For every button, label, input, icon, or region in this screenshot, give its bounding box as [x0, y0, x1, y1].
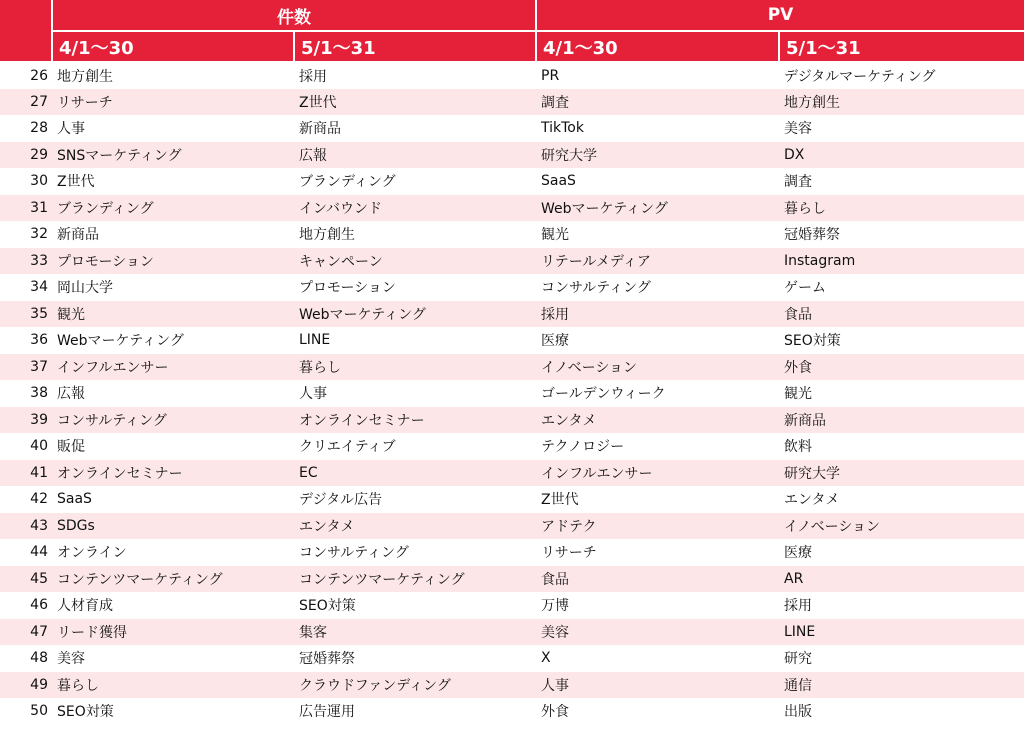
count-apr-cell: Z世代	[57, 174, 95, 191]
pv-apr-cell: 食品	[536, 566, 779, 593]
table-row	[0, 274, 1024, 301]
count-may-cell: クラウドファンディング	[294, 672, 536, 699]
count-may-cell: エンタメ	[294, 513, 536, 540]
count-apr-cell: 新商品	[57, 227, 99, 244]
header-pv-apr: 4/1～30	[536, 31, 779, 62]
table-row	[0, 619, 1024, 646]
table-row	[0, 486, 1024, 513]
pv-may-cell: Instagram	[779, 248, 1024, 275]
count-may-cell: プロモーション	[299, 280, 396, 297]
table-row	[0, 592, 1024, 619]
count-may-cell: デジタル広告	[299, 492, 383, 509]
count-apr-cell: SNSマーケティング	[52, 142, 294, 169]
pv-apr-cell: リサーチ	[541, 545, 597, 562]
rank-cell: 43	[0, 513, 52, 540]
rank-cell: 48	[30, 650, 48, 667]
pv-apr-cell: アドテク	[536, 513, 779, 540]
count-apr-cell: 販促	[57, 439, 85, 456]
table-row	[0, 460, 1024, 487]
pv-apr-cell: 採用	[536, 301, 779, 328]
rank-cell: 36	[30, 332, 48, 349]
count-apr-cell: リード獲得	[52, 619, 294, 646]
count-apr-cell: Webマーケティング	[57, 333, 184, 350]
pv-may-cell: 観光	[784, 386, 812, 403]
table-row	[0, 566, 1024, 593]
rank-cell: 45	[0, 566, 52, 593]
table-row	[0, 221, 1024, 248]
table-row	[0, 539, 1024, 566]
pv-apr-cell: PR	[541, 67, 560, 84]
rank-cell: 26	[30, 67, 48, 84]
table-row	[0, 248, 1024, 275]
rank-cell: 46	[30, 597, 48, 614]
count-apr-cell: リサーチ	[52, 89, 294, 116]
pv-apr-cell: 外食	[541, 704, 569, 721]
count-may-cell: 広告運用	[299, 704, 355, 721]
rank-cell: 41	[0, 460, 52, 487]
count-may-cell: 採用	[299, 68, 327, 85]
pv-apr-cell: 研究大学	[536, 142, 779, 169]
count-apr-cell: 観光	[52, 301, 294, 328]
rank-cell: 34	[30, 279, 48, 296]
count-may-cell: SEO対策	[299, 598, 356, 615]
rank-cell: 38	[30, 385, 48, 402]
count-may-cell: 広報	[294, 142, 536, 169]
count-apr-cell: 広報	[57, 386, 85, 403]
pv-apr-cell: 調査	[536, 89, 779, 116]
table-row	[0, 407, 1024, 434]
table-row	[0, 672, 1024, 699]
rank-cell: 44	[30, 544, 48, 561]
pv-apr-cell: リテールメディア	[536, 248, 779, 275]
pv-apr-cell: SaaS	[541, 173, 576, 190]
count-apr-cell: 人材育成	[57, 598, 113, 615]
count-may-cell: 冠婚葬祭	[299, 651, 355, 668]
count-apr-cell: 暮らし	[52, 672, 294, 699]
count-apr-cell: 岡山大学	[57, 280, 113, 297]
rank-cell: 35	[0, 301, 52, 328]
count-apr-cell: SaaS	[57, 491, 92, 508]
rank-cell: 32	[30, 226, 48, 243]
table-row	[0, 354, 1024, 381]
table-body	[0, 62, 1024, 725]
header-count-may: 5/1～31	[294, 31, 536, 62]
header-corner	[0, 0, 52, 62]
pv-may-cell: 暮らし	[779, 195, 1024, 222]
pv-apr-cell: Webマーケティング	[536, 195, 779, 222]
header-count-apr: 4/1～30	[52, 31, 294, 62]
table-row	[0, 645, 1024, 672]
pv-apr-cell: イノベーション	[536, 354, 779, 381]
pv-apr-cell: 医療	[541, 333, 569, 350]
count-may-cell: キャンペーン	[294, 248, 536, 275]
rank-cell: 50	[30, 703, 48, 720]
count-may-cell: ブランディング	[299, 174, 396, 191]
pv-may-cell: 調査	[784, 174, 812, 191]
pv-apr-cell: 人事	[536, 672, 779, 699]
table-row	[0, 62, 1024, 89]
pv-may-cell: LINE	[779, 619, 1024, 646]
table-row	[0, 513, 1024, 540]
pv-may-cell: 外食	[779, 354, 1024, 381]
table-row	[0, 698, 1024, 725]
pv-may-cell: 飲料	[784, 439, 812, 456]
pv-apr-cell: テクノロジー	[541, 439, 625, 456]
pv-may-cell: デジタルマーケティング	[784, 68, 936, 85]
count-apr-cell: ブランディング	[52, 195, 294, 222]
rank-cell: 31	[0, 195, 52, 222]
pv-may-cell: AR	[779, 566, 1024, 593]
rank-cell: 29	[0, 142, 52, 169]
pv-apr-cell: X	[541, 650, 551, 667]
count-apr-cell: オンラインセミナー	[52, 460, 294, 487]
header-pv-may: 5/1～31	[779, 31, 1024, 62]
rank-cell: 37	[0, 354, 52, 381]
pv-may-cell: 冠婚葬祭	[784, 227, 840, 244]
count-apr-cell: 人事	[57, 121, 85, 138]
pv-may-cell: 地方創生	[779, 89, 1024, 116]
table-row	[0, 89, 1024, 116]
count-apr-cell: オンライン	[57, 545, 127, 562]
rank-cell: 47	[0, 619, 52, 646]
count-may-cell: Z世代	[294, 89, 536, 116]
pv-may-cell: 採用	[784, 598, 812, 615]
count-apr-cell: コンサルティング	[52, 407, 294, 434]
pv-apr-cell: エンタメ	[536, 407, 779, 434]
pv-may-cell: 新商品	[779, 407, 1024, 434]
count-may-cell: コンテンツマーケティング	[294, 566, 536, 593]
count-apr-cell: SEO対策	[57, 704, 114, 721]
pv-apr-cell: 観光	[541, 227, 569, 244]
pv-apr-cell: コンサルティング	[541, 280, 651, 297]
count-may-cell: 集客	[294, 619, 536, 646]
pv-may-cell: ゲーム	[784, 280, 826, 297]
count-may-cell: Webマーケティング	[294, 301, 536, 328]
rank-cell: 30	[30, 173, 48, 190]
table-row	[0, 142, 1024, 169]
pv-may-cell: SEO対策	[784, 333, 841, 350]
pv-apr-cell: TikTok	[541, 120, 584, 137]
pv-may-cell: DX	[779, 142, 1024, 169]
count-may-cell: EC	[294, 460, 536, 487]
pv-may-cell: 美容	[784, 121, 812, 138]
count-may-cell: 新商品	[299, 121, 341, 138]
count-apr-cell: 地方創生	[57, 68, 113, 85]
pv-apr-cell: Z世代	[541, 492, 579, 509]
pv-may-cell: 食品	[779, 301, 1024, 328]
pv-may-cell: イノベーション	[779, 513, 1024, 540]
count-apr-cell: 美容	[57, 651, 85, 668]
rank-cell: 28	[30, 120, 48, 137]
pv-apr-cell: 万博	[541, 598, 569, 615]
count-may-cell: コンサルティング	[299, 545, 409, 562]
pv-may-cell: 通信	[779, 672, 1024, 699]
header-group-count: 件数	[52, 0, 536, 31]
count-may-cell: オンラインセミナー	[294, 407, 536, 434]
rank-cell: 33	[0, 248, 52, 275]
rank-cell: 39	[0, 407, 52, 434]
rank-cell: 42	[30, 491, 48, 508]
rank-cell: 27	[0, 89, 52, 116]
pv-apr-cell: ゴールデンウィーク	[541, 386, 666, 403]
table-row	[0, 115, 1024, 142]
table-row	[0, 195, 1024, 222]
count-apr-cell: コンテンツマーケティング	[52, 566, 294, 593]
table-row	[0, 433, 1024, 460]
count-may-cell: クリエイティブ	[299, 439, 396, 456]
count-apr-cell: プロモーション	[52, 248, 294, 275]
count-may-cell: LINE	[299, 332, 331, 349]
table-row	[0, 380, 1024, 407]
count-may-cell: インバウンド	[294, 195, 536, 222]
rank-cell: 40	[30, 438, 48, 455]
header-group-pv: PV	[536, 0, 1024, 31]
count-may-cell: 暮らし	[294, 354, 536, 381]
table-row	[0, 301, 1024, 328]
rank-cell: 49	[0, 672, 52, 699]
pv-may-cell: エンタメ	[784, 492, 840, 509]
count-may-cell: 人事	[299, 386, 327, 403]
pv-apr-cell: インフルエンサー	[536, 460, 779, 487]
count-apr-cell: インフルエンサー	[52, 354, 294, 381]
table-row	[0, 327, 1024, 354]
pv-may-cell: 医療	[784, 545, 812, 562]
pv-may-cell: 研究	[784, 651, 812, 668]
count-apr-cell: SDGs	[52, 513, 294, 540]
table-row	[0, 168, 1024, 195]
pv-may-cell: 研究大学	[779, 460, 1024, 487]
pv-may-cell: 出版	[784, 704, 812, 721]
count-may-cell: 地方創生	[299, 227, 355, 244]
pv-apr-cell: 美容	[536, 619, 779, 646]
